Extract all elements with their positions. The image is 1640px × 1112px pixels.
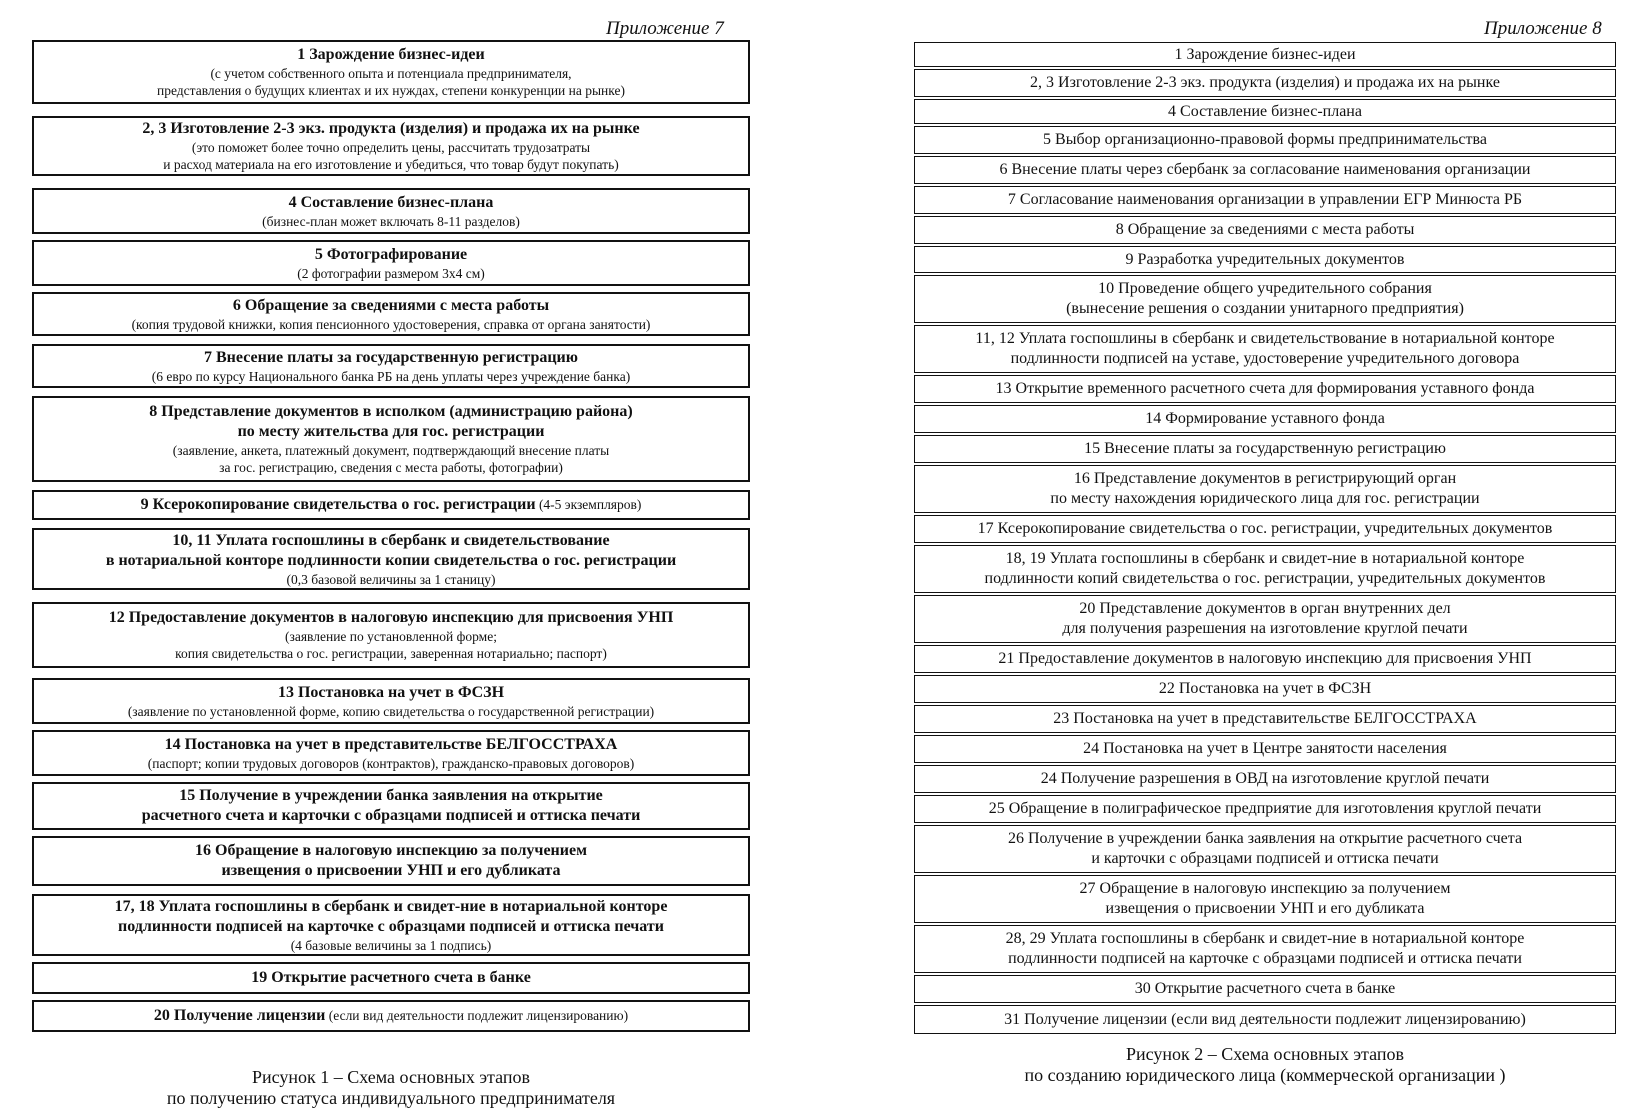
step-title [1145,409,1385,429]
step-title [238,422,545,442]
step-title-text: 6 Обращение за сведениями с места работы [232,296,550,314]
left-step-box [32,962,750,994]
step-title-text: 23 Постановка на учет в представительстве БЕЛГОССТРАХА [1053,710,1477,727]
step-title [142,119,639,139]
step-title [289,193,494,213]
left-step-box [32,396,750,482]
step-title-text: (вынесение решения о создании унитарного предприятия) [1066,300,1464,317]
right-step-box [914,545,1616,593]
step-title-text: 26 Получение в учреждении банка заявления на открытие расчетного счета [1007,830,1523,847]
step-title-text: и карточки с образцами подписей и оттиска печати [1091,850,1439,867]
step-title-text: 2, 3 Изготовление 2-3 экз. продукта (изделия) и продажа их на рынке [142,120,640,137]
step-title [106,551,676,571]
step-title [1079,599,1450,619]
step-title-text: 24 Постановка на учет в Центре занятости населения [1083,740,1447,757]
step-note: за гос. регистрацию, сведения с места работы, фотографии) [219,460,563,475]
step-note: (2 фотографии размером 3х4 см) [297,265,485,281]
right-caption-line-2: по созданию юридического лица (коммерческой организации ) [1024,1065,1506,1085]
right-step-box [914,795,1616,823]
step-title-text: 16 Представление документов в регистрирующий орган [1073,470,1457,487]
step-title-text: извещения о присвоении УНП и его дубликата [221,862,561,879]
step-title [1030,73,1500,93]
step-title-text: 9 Разработка учредительных документов [1125,250,1405,268]
step-title [1106,899,1425,919]
step-title-text: 13 Постановка на учет в ФСЗН [277,683,505,701]
left-figure-caption [32,1067,750,1109]
step-title [1008,190,1522,210]
left-flowchart [32,40,750,1055]
step-title [1098,279,1432,299]
right-step-box [914,465,1616,513]
right-step-box [914,156,1616,184]
right-step-box [914,975,1616,1003]
step-title-text: 11, 12 Уплата госпошлины в сбербанк и свидетельствование в нотариальной конторе [975,330,1555,347]
step-note: (с учетом собственного опыта и потенциала предпринимателя, [210,66,572,81]
step-title-text: 8 Обращение за сведениями с места работы [1115,221,1415,238]
right-step-box [914,875,1616,923]
step-title [179,786,603,806]
step-title-text: 6 Внесение платы через сбербанк за согласование наименования организации [999,161,1531,178]
step-note: (копия трудовой книжки, копия пенсионного удостоверения, справка от органа занятости) [131,316,651,332]
step-title-text: 5 Фотографирование [314,245,468,263]
right-step-box [914,325,1616,373]
step-title-text: расчетного счета и карточки с образцами подписей и оттиска печати [141,807,641,824]
step-title-text: 15 Получение в учреждении банка заявления на открытие [179,787,603,804]
step-title [1168,102,1362,122]
step-note: (это поможет более точно определить цены, рассчитать трудозатраты [191,140,591,155]
right-step-box [914,216,1616,244]
step-title-text: 17, 18 Уплата госпошлины в сбербанк и свидет-ние в нотариальной конторе [114,897,668,915]
step-title-text: 24 Получение разрешения в ОВД на изготовление круглой печати [1040,770,1490,787]
step-title [109,608,674,628]
step-title-text: 7 Согласование наименования организации в управлении ЕГР Минюста РБ [1007,191,1523,208]
step-title [1126,250,1405,270]
step-title [154,1006,628,1026]
step-title [1074,469,1456,489]
step-title [142,806,641,826]
right-step-box [914,645,1616,673]
step-title-text: 10 Проведение общего учредительного собрания [1098,280,1432,297]
step-note: представления о будущих клиентах и их нуждах, степени конкуренции на рынке) [156,83,625,98]
step-note: (бизнес-план может включать 8-11 разделов) [262,213,520,229]
left-step-box [32,678,750,724]
left-step-box [32,40,750,104]
right-step-box [914,1005,1616,1034]
step-title-text: 25 Обращение в полиграфическое предприятие для изготовления круглой печати [988,800,1542,817]
left-step-box [32,116,750,176]
step-title-text: извещения о присвоении УНП и его дубликата [1105,900,1425,917]
step-title [165,735,618,755]
left-step-box [32,602,750,668]
step-title [204,348,578,368]
step-title-text: 13 Открытие временного расчетного счета для формирования уставного фонда [995,380,1535,397]
step-title [1084,439,1446,459]
step-title-text: подлинности копий свидетельства о гос. регистрации, учредительных документов [984,570,1546,587]
right-caption-line-1: Рисунок 2 – Схема основных этапов [1125,1044,1405,1064]
left-step-box [32,344,750,388]
step-title [978,519,1553,539]
step-note: (4 базовые величины за 1 подпись) [290,937,492,953]
step-title-text: подлинности подписей на карточке с образцами подписей и оттиска печати [1008,950,1522,967]
step-title-text: для получения разрешения на изготовление круглой печати [1062,620,1468,637]
step-title [1004,1010,1526,1030]
step-title-text: подлинности подписей на уставе, удостоверение учредительного договора [1010,350,1520,367]
step-note: (заявление по установленной форме; [285,629,497,644]
step-title [998,649,1531,669]
step-title [975,329,1554,349]
right-step-box [914,765,1616,793]
step-title [233,296,549,316]
right-step-box [914,515,1616,543]
right-step-box [914,69,1616,97]
step-title-text: 18, 19 Уплата госпошлины в сбербанк и свидет-ние в нотариальной конторе [1005,550,1525,567]
step-title [1080,879,1451,899]
step-title-text: 5 Выбор организационно-правовой формы предпринимательства [1043,131,1487,148]
left-step-box [32,730,750,776]
left-step-box [32,490,750,520]
right-step-box [914,375,1616,403]
step-title [251,968,531,988]
step-title-text: в нотариальной конторе подлинности копии свидетельства о гос. регистрации [105,551,677,569]
left-step-box [32,188,750,234]
step-title [1043,130,1487,150]
step-title-text: 15 Внесение платы за государственную регистрацию [1084,440,1446,457]
left-step-box [32,894,750,956]
step-title [1174,45,1355,65]
step-title-text: 1 Зарождение бизнес-идеи [297,46,485,63]
step-title-text: 20 Представление документов в орган внутренних дел [1079,600,1451,617]
right-step-box [914,825,1616,873]
step-title [1053,709,1476,729]
step-title-text: 9 Ксерокопирование свидетельства о гос. регистрации [140,496,536,513]
step-title-text: 19 Открытие расчетного счета в банке [251,969,531,986]
right-flowchart [914,42,1616,1034]
left-caption-line-2: по получению статуса индивидуального предпринимателя [166,1088,616,1108]
left-step-box [32,1000,750,1032]
right-step-box [914,595,1616,643]
step-note: (6 евро по курсу Национального банка РБ на день уплаты через учреждение банка) [151,368,631,384]
step-title-text: 14 Постановка на учет в представительстве БЕЛГОССТРАХА [164,735,618,753]
step-title [1006,549,1525,569]
step-title [1000,160,1531,180]
step-title [1135,979,1396,999]
right-step-box [914,186,1616,214]
step-note: (заявление, анкета, платежный документ, подтверждающий внесение платы [172,443,610,458]
left-step-box [32,292,750,336]
step-title [1041,769,1490,789]
step-title [985,569,1546,589]
right-step-box [914,275,1616,323]
right-step-box [914,735,1616,763]
step-title-text: 28, 29 Уплата госпошлины в сбербанк и свидет-ние в нотариальной конторе [1005,930,1525,947]
right-step-box [914,126,1616,154]
step-inline-note: (если вид деятельности подлежит лицензированию) [325,1008,629,1023]
left-step-box [32,836,750,886]
step-title [222,861,561,881]
step-note: (заявление по установленной форме, копию свидетельства о государственной регистрации) [127,703,655,719]
step-title-text: 20 Получение лицензии [153,1007,326,1024]
step-title-text: подлинности подписей на карточке с образцами подписей и оттиска печати [118,917,664,935]
step-title [297,45,485,65]
right-step-box [914,99,1616,124]
right-step-box [914,42,1616,67]
step-title [172,531,609,551]
step-title-text: 17 Ксерокопирование свидетельства о гос. регистрации, учредительных документов [977,520,1553,537]
step-title-text: 4 Составление бизнес-плана [1168,102,1362,120]
step-title [1011,349,1520,369]
left-step-box [32,782,750,830]
step-title [1062,619,1467,639]
left-caption-line-1: Рисунок 1 – Схема основных этапов [251,1067,531,1087]
step-title [1050,489,1479,509]
appendix-7-label: Приложение 7 [606,18,724,39]
appendix-8-label: Приложение 8 [1484,18,1602,39]
right-step-box [914,925,1616,973]
step-title-text: 1 Зарождение бизнес-идеи [1174,45,1356,63]
step-title [118,917,664,937]
step-title [1066,299,1464,319]
step-title-text: 10, 11 Уплата госпошлины в сбербанк и свидетельствование [172,531,610,549]
right-figure-caption [914,1044,1616,1086]
step-title [141,495,642,515]
step-title-text: 12 Предоставление документов в налоговую инспекцию для присвоения УНП [108,609,674,626]
step-title [1083,739,1447,759]
step-title [1008,829,1522,849]
step-title-text: 21 Предоставление документов в налоговую инспекцию для присвоения УНП [998,650,1532,667]
left-step-box [32,240,750,286]
right-step-box [914,246,1616,273]
step-title-text: 27 Обращение в налоговую инспекцию за получением [1079,880,1451,897]
step-title-text: по месту жительства для гос. регистрации [237,423,545,440]
step-title-text: 16 Обращение в налоговую инспекцию за получением [195,842,587,859]
left-step-box [32,528,750,590]
step-title-text: 8 Представление документов в исполком (администрацию района) [149,403,633,420]
step-title [195,841,587,861]
step-title [1006,929,1525,949]
step-note: и расход материала на его изготовление и убедиться, что товар будут покупать) [163,157,619,172]
step-title-text: 14 Формирование уставного фонда [1145,410,1385,427]
step-title [1091,849,1438,869]
step-title-text: 4 Составление бизнес-плана [288,193,494,211]
right-step-box [914,675,1616,703]
step-title-text: 2, 3 Изготовление 2-3 экз. продукта (изделия) и продажа их на рынке [1030,74,1500,91]
step-title [315,245,467,265]
right-step-box [914,405,1616,433]
step-title [1159,679,1371,699]
step-title-text: 7 Внесение платы за государственную регистрацию [204,348,578,366]
step-note: (0,3 базовой величины за 1 станицу) [286,571,496,587]
step-title [989,799,1542,819]
step-note: (паспорт; копии трудовых договоров (контрактов), гражданско-правовых договоров) [147,755,635,771]
step-title-text: 22 Постановка на учет в ФСЗН [1158,680,1372,697]
step-title-text: по месту нахождения юридического лица для гос. регистрации [1050,490,1480,507]
step-title [278,683,504,703]
step-note: копия свидетельства о гос. регистрации, заверенная нотариально; паспорт) [175,646,607,661]
step-title-text: 31 Получение лицензии (если вид деятельности подлежит лицензированию) [1004,1010,1526,1028]
step-title-text: 30 Открытие расчетного счета в банке [1134,980,1396,997]
right-step-box [914,705,1616,733]
step-title [1008,949,1522,969]
step-title [115,897,668,917]
step-title [996,379,1535,399]
step-title [1116,220,1415,240]
right-step-box [914,435,1616,463]
step-inline-note: (4-5 экземпляров) [535,497,642,512]
step-title [149,402,632,422]
